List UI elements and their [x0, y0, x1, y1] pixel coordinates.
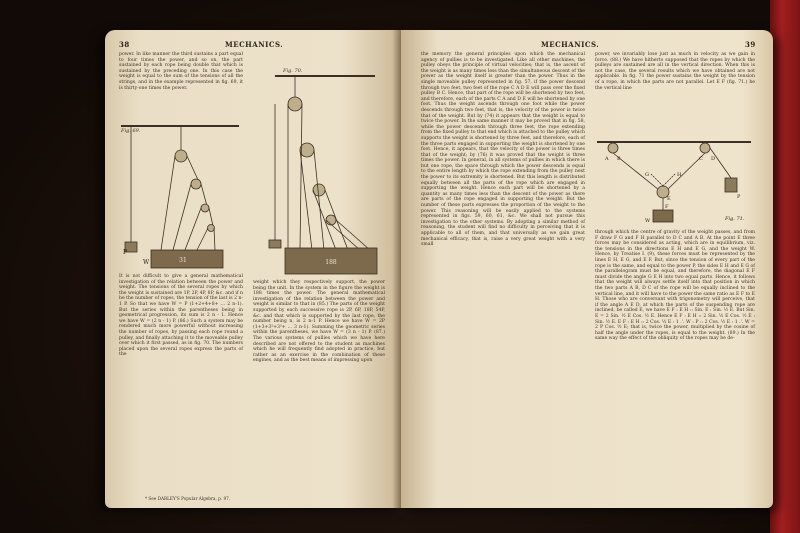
fig71-letter-h: H [677, 172, 682, 178]
left-col1-bottom [119, 274, 243, 359]
right-page-number: 39 [745, 40, 756, 49]
left-col1-top-text: power. In like manner the third sustains a part equal to four times the power, and so on, the part sustained by each rope being double that which is sustained by the preceding one. In this case the weight is equal to the sum of the tensions of all the strings, and in the example represented in fig. 69, it is thirty-one times the power. [119, 52, 243, 91]
left-page-number: 38 [119, 40, 130, 49]
fig70-pulley-diagram [255, 70, 395, 280]
left-page [105, 30, 401, 508]
fig69-letter-w: W [143, 259, 150, 266]
fig70-label: Fig. 70. [283, 68, 303, 74]
left-footnote: * See DARLEY'S Popular Algebra, p. 97. [145, 496, 231, 501]
right-col1 [421, 52, 585, 249]
right-running-head: MECHANICS. [541, 40, 600, 49]
right-col2-bottom [595, 230, 755, 343]
left-col1-top [119, 52, 243, 93]
fig69-label: Fig. 69. [121, 128, 141, 134]
fig71-letter-e: E [667, 196, 671, 202]
fig69-pulley-diagram [121, 122, 241, 272]
left-col1-bottom-text: It is not difficult to give a general mathematical investigation of the relation between the power and weight. The tensions of the several ropes by which the weight is sustained are 1P, 2P, 4P, 8P, &c. and if n be the number of ropes, the tension of the last is 2 n-1 P. So that we have W = P (1+2+4+8+ ... 2 n-1). But the series within the parentheses being in geometrical progression, its sum is 2 n - 1. Hence we have W = (2 n - 1) P. (86.) Such a system may be rendered much more powerful without increasing the number of ropes, by passing each rope round a pulley, and finally attaching it to the moveable pulley over which it first passed, as in fig. 70. The numbers placed upon the several ropes express the parts of the [119, 274, 243, 358]
right-col2-bottom-text: through which the centre of gravity of the weight passes, and from F draw F G and F H parallel to D C and A B. At the point E three forces may be considered as acting, which are in equilibrium, viz. the tensions in the directions E H and E G, and the weight W. Hence, by Treatise I. (9), these forces must be represented by the lines E H, E G, and E F. But, since the tension of every part of the rope is the same, and equal to the power P, the sides E H and E G of the parallelogram must be equal, and therefore, the diagonal E F must divide the angle G E H into two equal parts. Hence, it follows that the weight will always settle itself into that position in which the two parts A B, D C of the rope will be equally inclined to the vertical line, and it will have to the power the same ratio as E F to E H. Those who are conversant with trigonometry will perceive, that if the angle A E D, at which the parts of the suspending rope are inclined, be called E, we have E F : E H :: Sin. E : Sin. ½ E. But Sin. E = 2 Sin. ½ E Cos. ½ E. Hence E F : E H :: 2 Sin. ½ E Cos. ½ E : Sin. ½ E. E F : E H :: 2 Cos. ½ E : 1 .'. W : P :: 2 Cos. ½ E : 1 .'. W = 2 P Cos. ½ E; that is, twice the power, multiplied by the cosine of half the angle under the ropes, is equal to the weight. (89.) In the same way the effect of the obliquity of the ropes may be de- [595, 230, 755, 342]
fig71-letter-f: F [665, 204, 669, 210]
fig69-letter-p: P [123, 249, 128, 256]
left-running-head: MECHANICS. [225, 40, 284, 49]
fig71-oblique-ropes-diagram [595, 138, 755, 228]
right-col1-text: the memory the general principles upon which the mechanical agency of pullies is to be investigated. Like all other machines, the pulley obeys the principle of virtual velocities; that is, the ascent of the weight is as many times less than the simultaneous descent of the power as the weight itself is greater than the power. Thus in the single moveable pulley represented in fig. 57, if the power descend through two feet, two feet of the rope C A D E will pass over the fixed pulley B C. Hence, that part of the rope will be shortened by two feet, and therefore, each of the parts C A and D E will be shortened by one foot. Thus the weight ascends through one foot while the power descends through two feet, that is, the velocity of the power is twice that of the weight. But by (74) it appears that the weight is equal to twice the power. In the same manner it may be proved that in fig. 58, while the power descends through three feet, the rope extending from the fixed pulley to that end which is attached to the pulley which supports the weight is shortened by three feet, and therefore, each of the three parts engaged in supporting the weight is shortened by one foot. Hence, it appears, that the velocity of the power is three times that of the weight; by (76) it was proved that the weight is three times the power. In general, in all systems of pullies in which there is but one rope, the space through which the power descends is equal to the entire length by which the rope extending from the pulley next the power to its extremity is shortened. But this length is distributed equally between all the parts of the rope which are engaged in supporting the weight. Hence each part will be shortened by a quantity as many times less than the descent of the power as there are parts of the rope engaged in supporting the weight. But the number of these parts expresses the proportion of the weight to the power. This reasoning will be easily applied to the systems represented in figs. 59, 60, 61, &c. We shall not pursue this investigation to the other systems. By adopting a similar method of reasoning, the student will find no difficulty in perceiving that it is applicable to all of them, and that universally as we gain great mechanical efficacy, that is, raise a very great weight with a very small [421, 52, 585, 248]
right-col2-top [595, 52, 755, 93]
red-book-edge [770, 0, 800, 533]
fig69-weight-label: 31 [179, 257, 187, 264]
fig70-weight-label: 188 [325, 259, 337, 266]
fig71-letter-g: G [645, 172, 649, 178]
right-col2-top-text: power, we invariably lose just as much in velocity as we gain in force. (88.) We have hitherto supposed that the ropes by which the pulleys are sustained are all in the vertical direction. When this is not the case, the several results which we have obtained are not applicable. In fig. 71 the power sustains the weight by the tension of a rope, in which the parts are not parallel. Let E F (fig. 71.) be the vertical line [595, 52, 755, 91]
left-col2-bottom-text: weight which they respectively support, the power being the unit. In the system in the figure the weight is 188 times the power. The general mathematical investigation of the relation between the power and weight is similar to that in (85.) The parts of the weight supported by each successive rope is 2P, 6P, 18P, 54P, &c. and that which is supported by the last rope, the number being n, is 2 n-1 P. Hence we have W = 2P (1+3+3²+3³+ ... 3 n-1). Summing the geometric series within the parentheses, we have W = (3 n - 1) P. (87.) The various systems of pullies which we have here described are not offered to the student as machines which he will frequently find adopted in practice, but rather as an exercise in the combination of these engines, and as the best means of impressing upon [253, 280, 385, 364]
right-page [401, 30, 773, 508]
fig71-label: Fig. 71. [725, 216, 745, 222]
fig71-letter-c: C [699, 156, 703, 162]
left-col2-bottom [253, 280, 385, 365]
fig71-letter-w: W [645, 218, 651, 224]
fig71-letter-d: D [711, 156, 716, 162]
fig71-letter-b: B [617, 156, 621, 162]
fig71-letter-p: P [737, 194, 741, 200]
fig71-letter-a: A [605, 156, 609, 162]
